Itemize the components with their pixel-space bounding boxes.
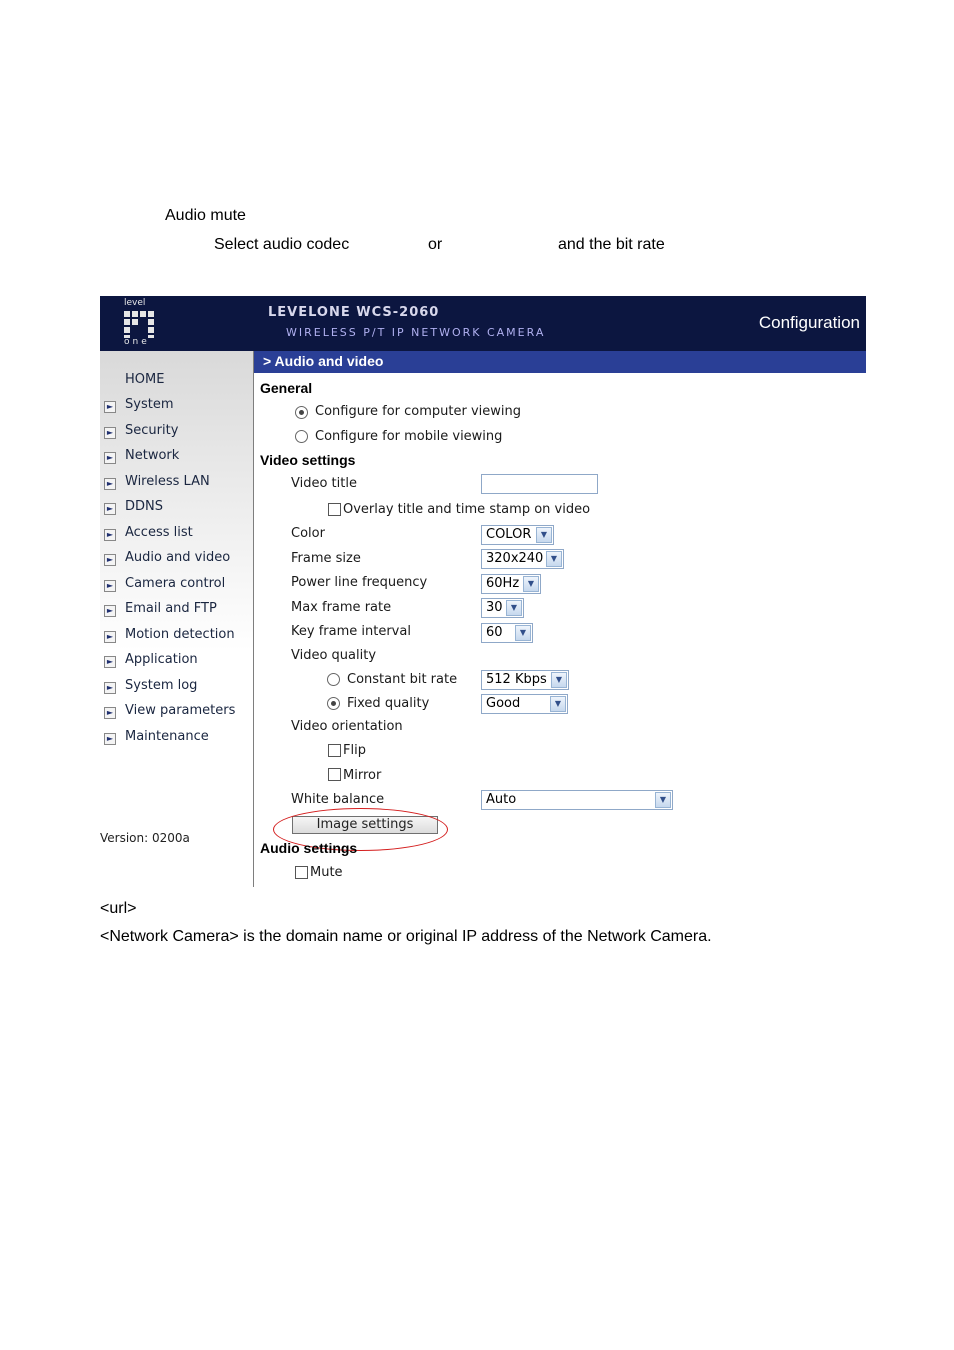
mute-label: Mute [310,865,343,880]
section-title-bar [254,351,866,373]
levelone-logo [122,299,162,349]
product-name: LEVELONE WCS-2060 [268,305,440,320]
sidebar-item-audio-and-video[interactable] [100,550,253,570]
fixed-quality-label: Fixed quality [347,696,430,711]
sidebar-divider [253,351,254,887]
doc-line-or: or [428,236,443,253]
chevron-down-icon: ▼ [506,600,522,616]
sidebar-item-label: HOME [125,372,165,387]
sidebar-item-label: System [125,397,174,412]
video-orientation-label: Video orientation [291,719,403,734]
video-quality-label: Video quality [291,648,377,663]
sidebar-item-security[interactable] [100,423,253,443]
key-frame-label: Key frame interval [291,624,411,639]
color-select-value: COLOR [486,527,532,542]
flip-checkbox[interactable] [328,744,341,757]
computer-viewing-radio[interactable] [295,406,308,419]
video-title-label: Video title [291,476,357,491]
version-text: Version: 0200a [100,831,190,845]
max-frame-rate-select[interactable] [481,598,524,618]
arrow-right-icon: ► [104,682,116,694]
key-frame-select[interactable] [481,623,533,643]
video-settings-heading: Video settings [260,452,356,468]
arrow-right-icon: ► [104,503,116,515]
configuration-title: Configuration [758,313,860,332]
sidebar-item-label: Security [125,423,179,438]
power-line-value: 60Hz [486,576,520,591]
arrow-right-icon: ► [104,427,116,439]
sidebar-item-label: Access list [125,525,193,540]
general-heading: General [260,380,313,396]
arrow-right-icon: ► [104,452,116,464]
product-subtitle: WIRELESS P/T IP NETWORK CAMERA [286,326,546,339]
flip-label: Flip [343,743,366,758]
mirror-label: Mirror [343,768,382,783]
sidebar-item-camera-control[interactable] [100,576,253,596]
sidebar-item-motion-detection[interactable] [100,627,253,647]
camera-config-screenshot [100,296,866,887]
arrow-right-icon: ► [104,580,116,592]
arrow-right-icon: ► [104,554,116,566]
sidebar-item-system[interactable] [100,397,253,417]
audio-settings-heading: Audio settings [260,840,358,856]
white-balance-label: White balance [291,792,385,807]
white-balance-value: Auto [486,792,517,807]
key-frame-value: 60 [486,625,503,640]
arrow-right-icon: ► [104,529,116,541]
bit-rate-select[interactable] [481,670,569,690]
chevron-down-icon: ▼ [515,625,531,641]
sidebar-item-label: DDNS [125,499,163,514]
sidebar-item-label: Camera control [125,576,226,591]
sidebar-item-home[interactable] [100,372,253,392]
sidebar-item-email-and-ftp[interactable] [100,601,253,621]
arrow-right-icon: ► [104,707,116,719]
sidebar-item-label: Application [125,652,198,667]
fixed-quality-value: Good [486,696,521,711]
section-title: > Audio and video [263,353,384,369]
sidebar-item-system-log[interactable] [100,678,253,698]
doc-description-line: <Network Camera> is the domain name or original IP address of the Network Camera. [100,928,712,945]
sidebar-item-network[interactable] [100,448,253,468]
arrow-right-icon: ► [104,656,116,668]
chevron-down-icon: ▼ [523,576,539,592]
logo-text-bottom: one [124,337,150,347]
overlay-label: Overlay title and time stamp on video [343,502,591,517]
frame-size-value: 320x240 [486,551,544,566]
sidebar-item-access-list[interactable] [100,525,253,545]
chevron-down-icon: ▼ [550,696,566,712]
sidebar-item-label: Audio and video [125,550,231,565]
doc-line-bitrate: and the bit rate [558,236,665,253]
sidebar-item-label: Maintenance [125,729,209,744]
sidebar-item-application[interactable] [100,652,253,672]
mobile-viewing-label: Configure for mobile viewing [315,429,503,444]
chevron-down-icon: ▼ [551,672,567,688]
chevron-down-icon: ▼ [655,792,671,808]
power-line-select[interactable] [481,574,541,594]
arrow-right-icon: ► [104,631,116,643]
white-balance-select[interactable] [481,790,673,810]
sidebar-item-label: Wireless LAN [125,474,210,489]
banner [100,296,866,351]
sidebar-item-label: Network [125,448,180,463]
power-line-label: Power line frequency [291,575,428,590]
arrow-right-icon: ► [104,733,116,745]
sidebar-item-maintenance[interactable] [100,729,253,749]
fixed-quality-select[interactable] [481,694,568,714]
doc-line-audio-mute: Audio mute [165,207,246,224]
doc-url-line: <url> [100,900,137,917]
doc-line-codec: Select audio codec [214,236,350,253]
chevron-down-icon: ▼ [536,527,552,543]
arrow-right-icon: ► [104,401,116,413]
arrow-right-icon: ► [104,478,116,490]
chevron-down-icon: ▼ [546,551,562,567]
color-select[interactable] [481,525,554,545]
mute-checkbox[interactable] [295,866,308,879]
mobile-viewing-radio[interactable] [295,430,308,443]
sidebar-item-wireless-lan[interactable] [100,474,253,494]
video-title-input[interactable] [481,474,598,494]
bit-rate-value: 512 Kbps [486,672,547,687]
sidebar-item-view-parameters[interactable] [100,703,253,723]
sidebar-item-label: Motion detection [125,627,235,642]
arrow-right-icon: ► [104,605,116,617]
image-settings-button[interactable]: Image settings [292,816,438,834]
sidebar-item-ddns[interactable] [100,499,253,519]
sidebar-item-label: System log [125,678,198,693]
fixed-quality-radio[interactable] [327,697,340,710]
overlay-checkbox[interactable] [328,503,341,516]
sidebar [100,351,253,887]
constant-bit-rate-label: Constant bit rate [347,672,458,687]
logo-text-top: level [124,298,146,308]
max-frame-rate-label: Max frame rate [291,600,392,615]
max-frame-rate-value: 30 [486,600,503,615]
mirror-checkbox[interactable] [328,768,341,781]
computer-viewing-label: Configure for computer viewing [315,404,522,419]
frame-size-label: Frame size [291,551,361,566]
sidebar-item-label: View parameters [125,703,236,718]
frame-size-select[interactable] [481,549,564,569]
constant-bit-rate-radio[interactable] [327,673,340,686]
sidebar-item-label: Email and FTP [125,601,217,616]
color-label: Color [291,526,325,541]
